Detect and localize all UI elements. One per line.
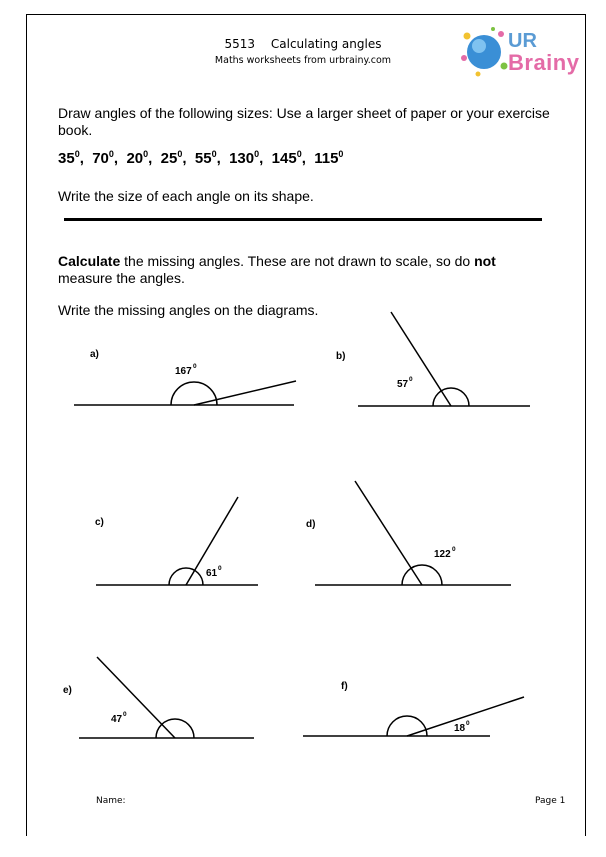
diagram-angle-d: 122 [434,549,451,560]
logo-text-ur: UR [508,30,537,52]
angle-size-5: $55^0$, [194,149,230,167]
page-subtitle: Maths worksheets from urbrainy.com [214,55,392,66]
diagram-label-b: b) [336,351,346,362]
name-label: Name: [96,796,126,806]
diagram-angle-f: 18 [454,723,466,734]
worksheet-title: Calculating angles [270,37,382,51]
diagram-label-c: c) [95,517,104,528]
diagram-f [303,697,524,736]
diagram-angle-a: 167 [175,366,192,377]
diagram-e [79,657,254,738]
diagram-angle-e: 47 [111,714,123,725]
draw-instruction: Draw angles of the following sizes: Use a larger sheet of paper or your exercise book. [58,105,550,138]
svg-text:0: 0 [452,546,456,553]
svg-text:0: 0 [409,376,413,383]
svg-text:0: 0 [123,711,127,718]
worksheet-code: 5513 [224,37,256,51]
diagram-b [358,312,530,406]
diagram-a [74,381,296,405]
angle-size-7: $145^0$, [271,149,315,167]
write-missing-instruction: Write the missing angles on the diagrams. [58,302,319,318]
diagram-label-f: f) [341,681,348,692]
angle-size-8: $115^0$ [314,149,344,167]
svg-text:0: 0 [193,363,197,370]
diagram-angle-c: 61 [206,568,218,579]
write-size-instruction: Write the size of each angle on its shape. [58,188,314,204]
svg-text:0: 0 [466,720,470,727]
calculate-instruction: Calculate the missing angles. These are not drawn to scale, so do not measure the angles. [58,253,496,286]
page-number: Page 1 [535,796,566,806]
diagram-d [315,481,511,585]
angle-size-3: $20^0$, [126,149,161,167]
svg-text:0: 0 [218,565,222,572]
angle-size-4: $25^0$, [160,149,195,167]
diagram-c [96,497,258,585]
logo-text-brainy: Brainy [508,50,580,75]
angle-size-1: $35^0$, [58,149,93,167]
angle-size-2: $70^0$, [92,149,127,167]
diagram-angle-b: 57 [397,379,409,390]
angle-size-6: $130^0$, [229,149,272,167]
diagram-label-e: e) [63,685,72,696]
diagram-label-d: d) [306,519,316,530]
diagram-label-a: a) [90,349,99,360]
